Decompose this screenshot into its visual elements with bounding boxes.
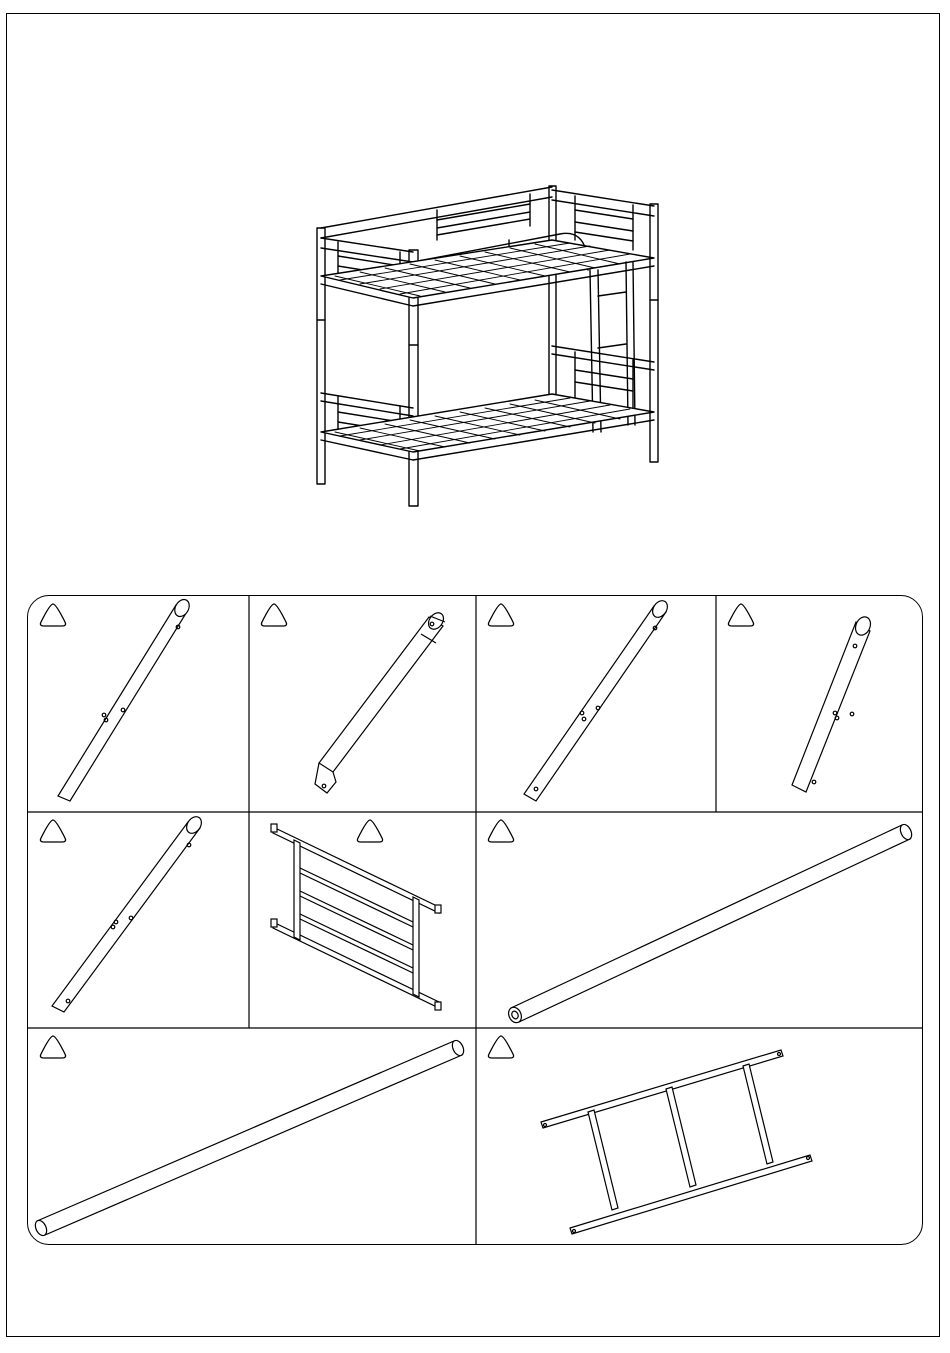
part-label-b	[259, 602, 289, 628]
part-cell-h	[28, 1028, 476, 1245]
part-cell-b	[249, 596, 476, 812]
long-rail-icon-2	[28, 1028, 476, 1245]
part-cell-d	[716, 596, 923, 812]
guard-rail-frame-icon	[249, 812, 476, 1028]
part-cell-e	[28, 812, 249, 1028]
long-post-icon	[28, 596, 249, 812]
upper-deck	[321, 240, 654, 306]
part-label-c	[486, 602, 516, 628]
part-label-e	[38, 818, 68, 844]
part-label-f	[355, 818, 385, 844]
part-cell-c	[476, 596, 716, 812]
lower-deck	[321, 394, 654, 460]
part-label-h	[38, 1034, 68, 1060]
connector-post-icon	[249, 596, 476, 812]
upper-back-guard	[321, 187, 654, 250]
part-cell-i	[476, 1028, 923, 1245]
long-rail-icon	[476, 812, 923, 1028]
part-label-g	[486, 818, 516, 844]
part-label-a	[38, 602, 68, 628]
part-cell-g	[476, 812, 923, 1028]
part-cell-f	[249, 812, 476, 1028]
bed-posts	[317, 186, 658, 506]
part-label-d	[726, 602, 756, 628]
parts-list-panel	[27, 595, 923, 1245]
part-cell-a	[28, 596, 249, 812]
ladder-icon	[476, 1028, 923, 1245]
bunk-bed-illustration	[0, 0, 950, 560]
long-post-icon-3	[28, 812, 249, 1028]
short-post-icon	[716, 596, 923, 812]
long-post-icon-2	[476, 596, 716, 812]
part-label-i	[486, 1034, 516, 1060]
